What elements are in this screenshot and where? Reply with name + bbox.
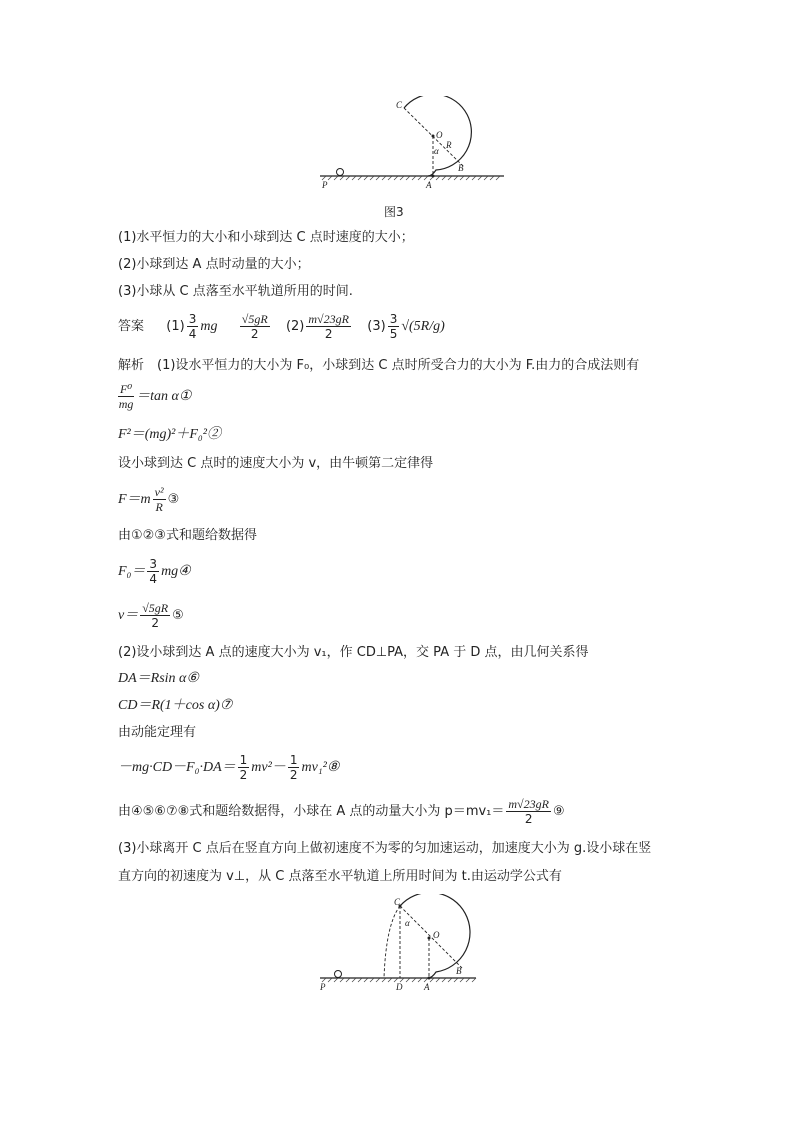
label-r: R [446,140,452,150]
equation-3: F＝m $\frac{\text{v²}}{R}$ ③ [118,485,180,514]
label-c: C [396,100,403,110]
answer-line [118,312,445,342]
answer-2-prefix: (2) [285,319,305,334]
label2-p: P [320,982,326,992]
figure-caption: 图3 [384,205,404,219]
figure-trajectory [316,894,506,994]
solution-step-5: 由动能定理有 [118,725,197,740]
answer-3-root: √(5R/g) [401,319,445,334]
question-2: (2)小球到达 A 点时动量的大小； [118,257,310,272]
equation-4: F₀＝ $\frac{3}{4}$ mg④ [118,557,191,586]
question-3: (3)小球从 C 点落至水平轨道所用的时间. [118,284,353,299]
equation-2: F²＝(mg)²＋F₀²② [118,427,221,442]
answer-1b-frac: $\frac{√5gR}{2}$ [241,312,268,341]
label2-o: O [433,930,440,940]
solution-step-2: 设小球到达 C 点时的速度大小为 v，由牛顿第二定律得 [118,456,434,471]
equation-8: －mg·CD－F₀·DA＝ $\frac{1}{2}$ mv²－ $\frac{1}{2}$ mv₁²⑧ [118,753,340,782]
label-a: A [426,180,432,190]
label2-c: C [394,897,401,907]
solution-step-7: (3)小球离开 C 点后在竖直方向上做初速度不为零的匀加速运动，加速度大小为 g.设小球在竖 [118,841,652,856]
label2-b: B [456,966,462,976]
label-alpha: α [434,146,439,156]
question-1: (1)水平恒力的大小和小球到达 C 点时速度的大小； [118,230,414,245]
answer-1-prefix: (1) [166,319,185,334]
equation-1: $\frac{\text{F⁰}}{mg}$ ＝tan α① [118,382,192,411]
solution-intro: 解析 (1)设水平恒力的大小为 F₀，小球到达 C 点时所受合力的大小为 F.由力的合成法则有 [118,358,640,373]
solution-step-8: 直方向的初速度为 v⊥，从 C 点落至水平轨道上所用时间为 t.由运动学公式有 [118,869,562,884]
equation-7: CD＝R(1＋cos α)⑦ [118,698,233,713]
answer-3-prefix: (3) [367,319,386,334]
figure-track-circle [316,96,506,192]
label-b: B [458,163,464,173]
label2-alpha: α [405,918,410,928]
solution-step-3: 由①②③式和题给数据得 [118,528,257,543]
label2-d: D [396,982,403,992]
label-p: P [322,180,328,190]
equation-6: DA＝Rsin α⑥ [118,671,199,686]
answer-2-frac: $\frac{m√23gR}{2}$ [308,312,349,341]
answer-label: 答案 [118,319,145,334]
label-o: O [436,130,443,140]
solution-step-4: (2)设小球到达 A 点的速度大小为 v₁，作 CD⊥PA，交 PA 于 D 点，由几何关系得 [118,645,589,660]
label2-a: A [424,982,430,992]
answer-1-tail: mg [200,319,218,334]
solution-step-6: 由④⑤⑥⑦⑧式和题给数据得，小球在 A 点的动量大小为 p＝mv₁＝ $\frac{m√23gR}{2}$ ⑨ [118,797,565,826]
answer-1-frac: $\frac{3}{4}$ [188,312,197,341]
equation-5: v＝ $\frac{√5gR}{2}$ ⑤ [118,601,184,630]
answer-3-frac: $\frac{3}{5}$ [389,312,398,341]
